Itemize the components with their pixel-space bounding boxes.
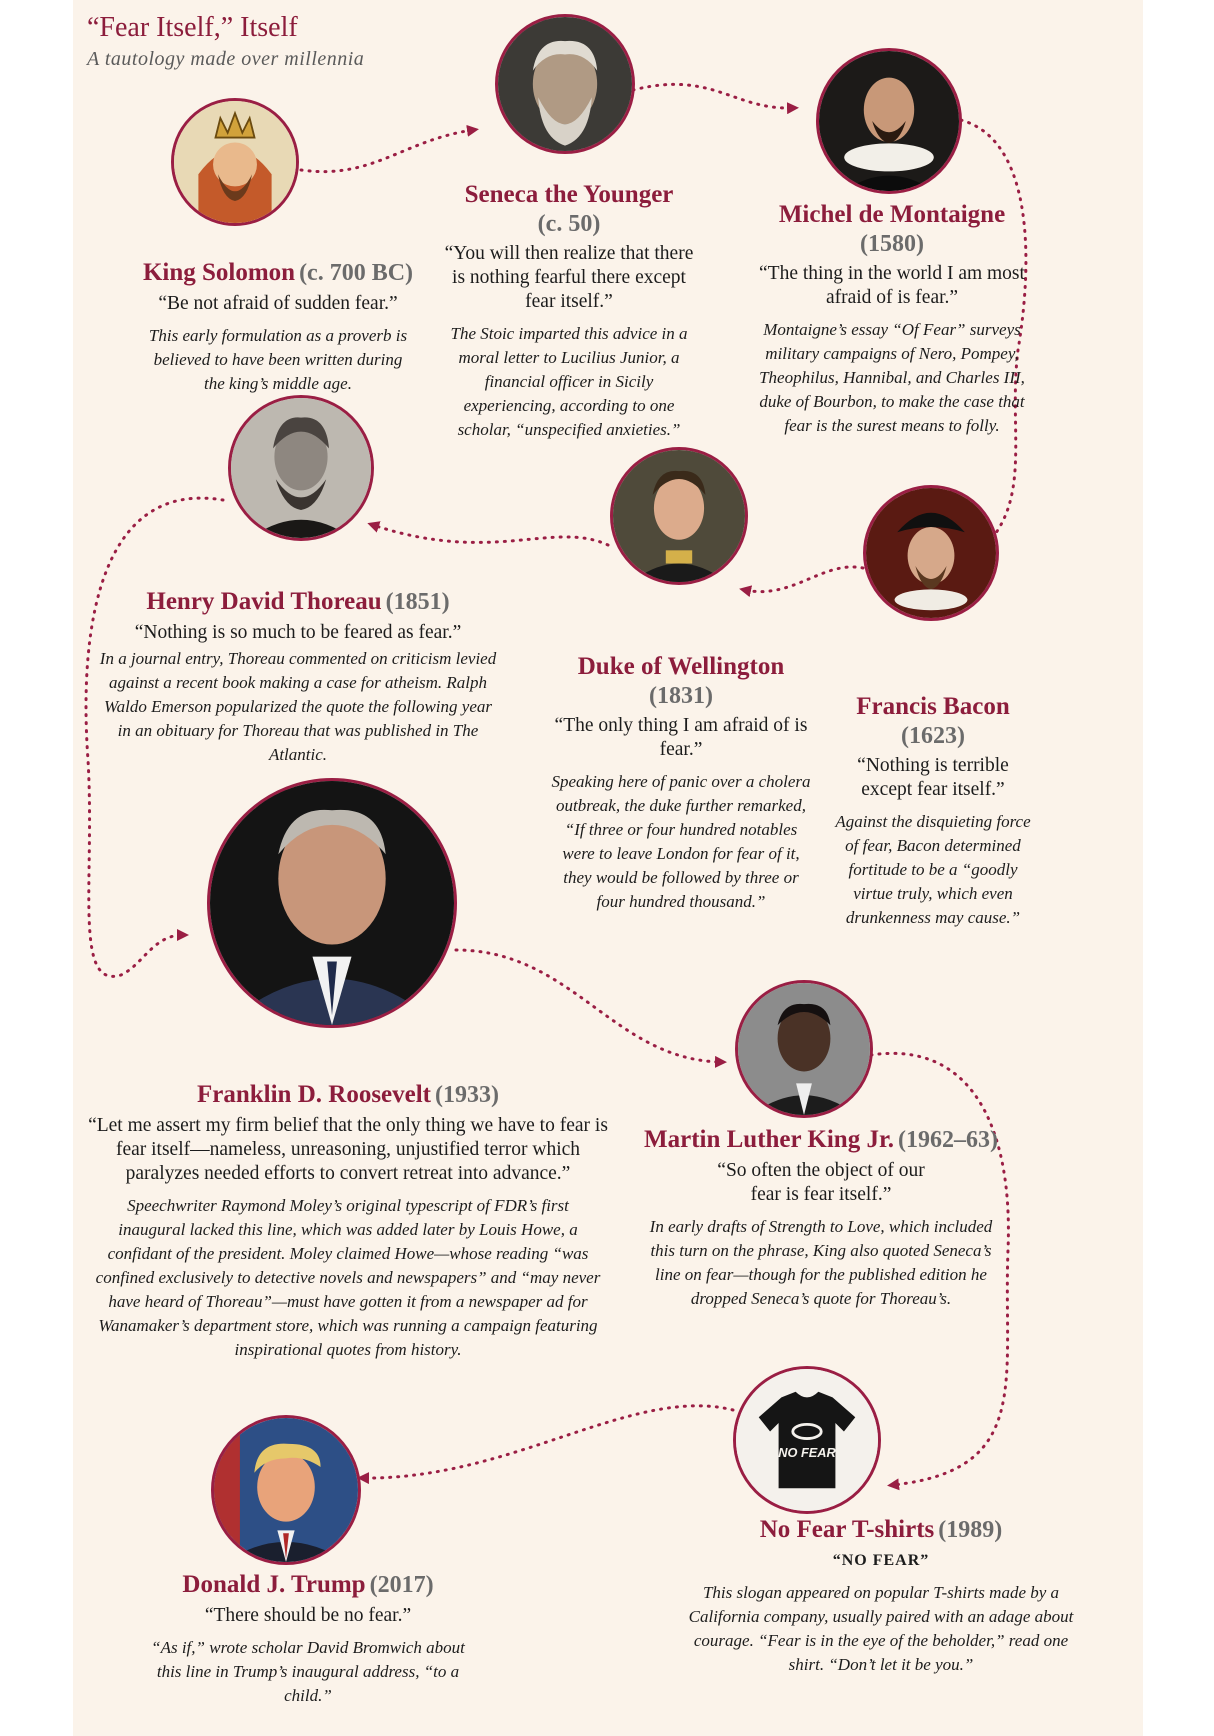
entry-date: (1989) [938,1517,1003,1543]
entry-name: Franklin D. Roosevelt [196,1081,432,1108]
entry-quote: “Nothing is so much to be feared as fear.” [134,622,462,643]
entry-note: In a journal entry, Thoreau commented on criticism levied against a recent book making a case for atheism. Ralph Waldo Emerson popularized the quote the following year in an obituary for Thoreau that was published in The Atlantic. [99,649,497,764]
entry-quote: “Nothing is terrible except fear itself.” [857,755,1009,800]
connector-bacon-wellington [745,567,863,592]
entry-date: (1623) [901,723,965,749]
entry-quote: “NO FEAR” [832,1552,930,1569]
crowned-king-portrait-icon [174,101,296,223]
entry-date: (2017) [369,1572,434,1598]
entry-note: Against the disquieting force of fear, Bacon determined fortitude to be a “goodly virtue truly, which even drunkenness may cause.” [835,812,1031,927]
entry-name: King Solomon [142,259,296,286]
solomon-portrait [171,98,299,226]
entry-name: Martin Luther King Jr. [644,1126,895,1153]
entry-date: (1933) [435,1082,499,1108]
suit-portrait-icon [214,1418,358,1562]
ruff-collar-portrait-icon [819,51,959,191]
entry-name: Francis Bacon [856,693,1010,720]
entry-name: No Fear T-shirts [759,1516,935,1543]
entry-quote: “The thing in the world I am most afraid of is fear.” [759,263,1025,308]
connector-roosevelt-king [456,950,721,1062]
roosevelt-portrait [207,778,457,1028]
entry-montaigne [756,200,1028,438]
entry-date: (1962–63) [898,1127,998,1153]
military-portrait-icon [613,450,745,582]
entry-tshirts [671,1515,1091,1677]
entry-note: Speechwriter Raymond Moley’s original typescript of FDR’s first inaugural lacked this line, which was added later by Louis Howe, a confidant of the president. Moley claimed Howe—whose reading “was confined exclusively to detective novels and newspapers” and “may never have heard of Thoreau”—must have gotten it from a newspaper ad for Wanamaker’s department store, which was running a campaign featuring inspirational quotes from history. [95,1196,601,1359]
shirt-slogan: NO FEAR [778,1445,836,1461]
entry-thoreau [98,587,498,767]
entry-quote: “There should be no fear.” [204,1605,412,1626]
suit-portrait-icon [738,983,870,1115]
entry-date: (1831) [649,683,713,709]
entry-note: In early drafts of Strength to Love, which included this turn on the phrase, King also quoted Seneca’s line on fear—though for the published edition he dropped Seneca’s quote for Thoreau’s. [649,1217,993,1308]
entry-king [621,1125,1021,1311]
seneca-portrait [495,14,635,154]
entry-date: (c. 700 BC) [299,260,414,286]
connector-seneca-montaigne [633,84,793,108]
bacon-portrait [863,485,999,621]
trump-portrait [211,1415,361,1565]
entry-note: The Stoic imparted this advice in a moral letter to Lucilius Junior, a financial officer in Sicily experiencing, according to one scholar, “unspecified anxieties.” [450,324,688,439]
entry-solomon [88,258,468,396]
connector-tshirts-trump [363,1406,733,1478]
t-shirt-icon [736,1369,878,1511]
entry-note: Speaking here of panic over a cholera outbreak, the duke further remarked, “If three or four hundred notables were to leave London for fear of it, they would be followed by three or four hundred thousand.” [551,772,811,911]
king-portrait [735,980,873,1118]
entry-roosevelt [83,1080,613,1362]
wellington-portrait [610,447,748,585]
entry-name: Michel de Montaigne [778,201,1006,228]
hat-portrait-icon [866,488,996,618]
entry-note: “As if,” wrote scholar David Bromwich about this line in Trump’s inaugural address, “to a child.” [151,1638,465,1705]
infographic-canvas [73,0,1143,1736]
page-subtitle: A tautology made over millennia [87,48,365,70]
connector-solomon-seneca [301,130,473,172]
entry-trump [128,1570,488,1708]
entry-quote: “Let me assert my firm belief that the only thing we have to fear is fear itself—nameless, unreasoning, unjustified terror which paralyzes needed efforts to convert retreat into advance.” [88,1115,608,1184]
entry-seneca [438,180,700,442]
entry-quote: “You will then realize that there is nothing fearful there except fear itself.” [444,243,694,312]
entry-note: Montaigne’s essay “Of Fear” surveys military campaigns of Nero, Pompey, Theophilus, Hannibal, and Charles III, duke of Bourbon, to make the case that fear is the surest means to folly. [759,320,1025,435]
entry-name: Seneca the Younger [464,181,674,208]
entry-bacon [833,692,1033,930]
entry-quote: “So often the object of our fear is fear itself.” [717,1160,925,1205]
entry-date: (1851) [385,589,450,615]
page-title: “Fear Itself,” Itself [87,12,298,43]
entry-name: Henry David Thoreau [146,588,382,615]
entry-date: (1580) [860,231,924,257]
entry-note: This early formulation as a proverb is believed to have been written during the king’s middle age. [148,326,408,393]
montaigne-portrait [816,48,962,194]
entry-name: Donald J. Trump [182,1571,366,1598]
photo-portrait-icon [231,398,371,538]
entry-wellington [551,652,811,914]
suit-portrait-icon [210,781,454,1025]
entry-date: (c. 50) [537,211,601,237]
entry-note: This slogan appeared on popular T-shirts made by a California company, usually paired with an adage about courage. “Fear is in the eye of the beholder,” read one shirt. “Don’t let it be you.” [688,1583,1074,1674]
connector-wellington-thoreau [373,525,608,545]
entry-quote: “Be not afraid of sudden fear.” [158,293,398,314]
entry-quote: “The only thing I am afraid of is fear.” [554,715,808,760]
entry-name: Duke of Wellington [577,653,785,680]
bust-portrait-icon [498,17,632,151]
thoreau-portrait [228,395,374,541]
tshirts-portrait [733,1366,881,1514]
